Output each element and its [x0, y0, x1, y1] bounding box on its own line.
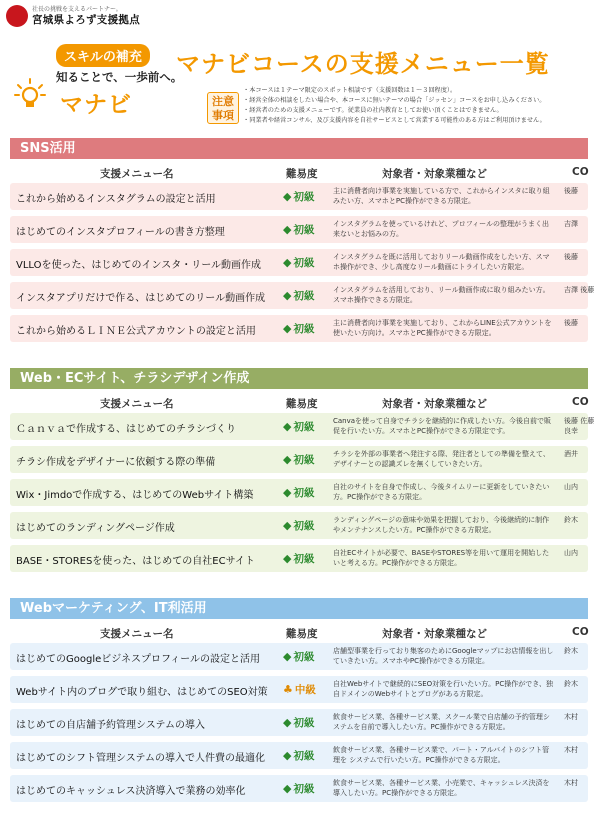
level-label: 初級 [293, 487, 315, 499]
intermediate-mark-icon: ♣ [283, 683, 293, 696]
target-description: インスタグラムを既に活用しておりリール動画作成をしたい方、スマホ操作ができ、少し高度なリール動画にトライしたい方限定。 [333, 253, 550, 271]
level-badge [283, 485, 314, 500]
coordinator-name: 後藤 [564, 253, 578, 261]
table-row [10, 545, 588, 572]
section-web-marketing [10, 598, 588, 808]
beginner-mark-icon: ◆ [283, 453, 292, 466]
table-row [10, 183, 588, 210]
menu-name: はじめてのシフト管理システムの導入で人件費の最適化 [16, 753, 265, 764]
column-headers [10, 393, 588, 413]
beginner-mark-icon: ◆ [283, 650, 292, 663]
col-target: 対象者・対象業種など [382, 168, 487, 180]
col-level: 難易度 [286, 628, 318, 640]
target-description: 自社ECサイトが必要で、BASEやSTORES等を用いて運用を開始したいと考える方。PC操作ができる方限定。 [333, 549, 550, 567]
menu-name: インスタアプリだけで作る、はじめてのリール動画作成 [16, 293, 266, 304]
col-co: CO [572, 166, 589, 178]
section-web-ec [10, 368, 595, 578]
col-menu: 支援メニュー名 [100, 168, 174, 180]
menu-name: はじめての自店舗予約管理システムの導入 [16, 720, 205, 731]
col-menu: 支援メニュー名 [100, 628, 174, 640]
level-badge [283, 419, 314, 434]
beginner-mark-icon: ◆ [283, 486, 292, 499]
beginner-mark-icon: ◆ [283, 782, 292, 795]
target-description: インスタグラムを使っているけれど、プロフィールの整理がうまく出来ないとお悩みの方。 [333, 220, 550, 238]
col-target: 対象者・対象業種など [382, 628, 487, 640]
target-description: インスタグラムを活用しており、リール動画作成に取り組みたい方。スマホ操作できる方限定。 [333, 286, 550, 304]
coordinator-name: 後藤 [564, 187, 578, 195]
level-badge [283, 288, 314, 303]
beginner-mark-icon: ◆ [283, 190, 292, 203]
level-badge [283, 715, 314, 730]
notice-list [243, 86, 595, 126]
table-row [10, 282, 595, 309]
coordinator-name: 木村 [564, 779, 578, 787]
column-headers [10, 623, 588, 643]
beginner-mark-icon: ◆ [283, 749, 292, 762]
menu-name: はじめてのGoogleビジネスプロフィールの設定と活用 [16, 654, 260, 665]
menu-name: Webサイト内のブログで取り組む、はじめてのSEO対策 [16, 687, 268, 698]
level-badge [283, 682, 316, 697]
col-co: CO [572, 626, 589, 638]
target-description: 店舗型事業を行っており集客のためにGoogleマップにお店情報を出していきたい方。スマホやPC操作ができる方限定。 [333, 647, 554, 665]
target-description: チラシを外部の事業者へ発注する際、発注者としての準備を整えて、デザイナーとの認識ズレを無くしていきたい方。 [333, 450, 550, 468]
beginner-mark-icon: ◆ [283, 256, 292, 269]
table-row [10, 512, 588, 539]
coordinator-name: 後藤 [564, 319, 578, 327]
beginner-mark-icon: ◆ [283, 322, 292, 335]
menu-name: Wix・Jimdoで作成する、はじめてのWebサイト構築 [16, 490, 254, 501]
level-badge [283, 748, 314, 763]
menu-name: これから始めるインスタグラムの設定と活用 [16, 194, 216, 205]
table-row [10, 315, 588, 342]
level-label: 初級 [293, 783, 315, 795]
coordinator-name: 鈴木 [564, 647, 578, 655]
section-title: Web・ECサイト、チラシデザイン作成 [10, 368, 588, 389]
beginner-mark-icon: ◆ [283, 420, 292, 433]
coordinator-name: 吉澤 [564, 220, 578, 228]
coordinator-name: 木村 [564, 713, 578, 721]
level-label: 初級 [293, 454, 315, 466]
menu-name: Ｃａｎｖａで作成する、はじめてのチラシづくり [16, 424, 236, 435]
menu-name: はじめてのキャッシュレス決済導入で業務の効率化 [16, 786, 246, 797]
target-description: 自社Webサイトで継続的にSEO対策を行いたい方。PC操作ができ、独自ドメインのWebサイトとブログがある方限定。 [333, 680, 553, 698]
level-badge [283, 551, 314, 566]
coordinator-name: 後藤 佐藤良幸 [564, 417, 595, 435]
slogan: 知ることで、一歩前へ。 [56, 70, 183, 84]
level-label: 初級 [293, 553, 315, 565]
skill-badge: スキルの補充 [56, 44, 150, 67]
menu-name: チラシ作成をデザイナーに依頼する際の準備 [16, 457, 216, 468]
level-badge [283, 255, 314, 270]
target-description: ランディングページの意味や効果を把握しており、今後継続的に制作やメンテナンスしたい方。PC操作ができる方限定。 [333, 516, 550, 534]
col-menu: 支援メニュー名 [100, 398, 174, 410]
table-row [10, 775, 588, 802]
table-row [10, 643, 588, 670]
logo-tagline: 社長の挑戦を支えるパートナー。 [32, 6, 122, 13]
coordinator-name: 山内 [564, 549, 578, 557]
target-description: Canvaを使って自身でチラシを継続的に作成したい方。今後自前で販促を行いたい方。スマホとPC操作ができる方限定です。 [333, 417, 552, 435]
notice-label: 注意事項 [207, 92, 239, 124]
menu-name: VLLOを使った、はじめてのインスタ・リール動画作成 [16, 260, 261, 271]
beginner-mark-icon: ◆ [283, 552, 292, 565]
target-description: 主に消費者向け事業を実施しており、これからLINE公式アカウントを使いたい方向け。スマホとPC操作ができる方限定。 [333, 319, 552, 337]
section-title: SNS活用 [10, 138, 588, 159]
section-sns [10, 138, 595, 348]
table-row [10, 676, 588, 703]
brand-word: マナビ [60, 92, 132, 118]
logo-mark [6, 5, 28, 27]
level-label: 中級 [294, 684, 316, 696]
col-level: 難易度 [286, 398, 318, 410]
table-row [10, 742, 588, 769]
page-title: マナビコースの支援メニュー一覧 [176, 50, 550, 78]
level-label: 初級 [293, 421, 315, 433]
level-label: 初級 [293, 750, 315, 762]
beginner-mark-icon: ◆ [283, 289, 292, 302]
col-co: CO [572, 396, 589, 408]
table-row [10, 709, 588, 736]
table-row [10, 249, 588, 276]
target-description: 飲食サービス業、各種サービス業で、パート・アルバイトのシフト管理を システムで行いたい方。PC操作ができる方限定。 [333, 746, 550, 764]
col-level: 難易度 [286, 168, 318, 180]
beginner-mark-icon: ◆ [283, 716, 292, 729]
coordinator-name: 鈴木 [564, 680, 578, 688]
menu-name: はじめてのインスタプロフィールの書き方整理 [16, 227, 225, 238]
level-label: 初級 [293, 257, 315, 269]
level-badge [283, 321, 314, 336]
level-badge [283, 452, 314, 467]
section-title: Webマーケティング、IT利活用 [10, 598, 588, 619]
menu-name: はじめてのランディングページ作成 [16, 523, 175, 534]
level-badge [283, 649, 314, 664]
notice-item: ・ 経営全体の相談をしたい場合や、本コースに無いテーマの場合「ジッセン」コースをお申し込みください。 [243, 96, 595, 106]
level-label: 初級 [293, 323, 315, 335]
beginner-mark-icon: ◆ [283, 519, 292, 532]
target-description: 飲食サービス業、各種サービス業、小売業で、キャッシュレス決済を導入したい方。PC操作ができる方限定。 [333, 779, 550, 797]
menu-name: これから始めるＬＩＮＥ公式アカウントの設定と活用 [16, 326, 256, 337]
level-label: 初級 [293, 520, 315, 532]
menu-name: BASE・STORESを使った、はじめての自社ECサイト [16, 556, 255, 567]
level-label: 初級 [293, 224, 315, 236]
coordinator-name: 山内 [564, 483, 578, 491]
level-label: 初級 [293, 290, 315, 302]
notice-item: ・ 同業者や経営コンサル、及び支援内容を自社サービスとして営業する可能性のある方はご利用頂けません。 [243, 116, 595, 126]
table-row [10, 413, 595, 440]
table-row [10, 479, 588, 506]
notice-item: ・ 本コースは１テーマ限定のスポット相談です（支援回数は１～３回程度）。 [243, 86, 595, 96]
target-description: 自社のサイトを自身で作成し、今後タイムリーに更新をしていきたい方。PC操作ができる方限定。 [333, 483, 550, 501]
coordinator-name: 木村 [564, 746, 578, 754]
level-badge [283, 781, 314, 796]
coordinator-name: 吉澤 後藤 [564, 286, 595, 294]
level-label: 初級 [293, 191, 315, 203]
level-badge [283, 189, 314, 204]
logo-name: 宮城県よろず支援拠点 [32, 14, 140, 26]
level-label: 初級 [293, 717, 315, 729]
level-badge [283, 518, 314, 533]
target-description: 主に消費者向け事業を実施している方で、これからインスタに取り組みたい方、スマホとPC操作ができる方限定。 [333, 187, 550, 205]
table-row [10, 216, 588, 243]
coordinator-name: 鈴木 [564, 516, 578, 524]
level-badge [283, 222, 314, 237]
coordinator-name: 酒井 [564, 450, 578, 458]
column-headers [10, 163, 588, 183]
level-label: 初級 [293, 651, 315, 663]
notice-item: ・ 経営者のための支援メニューです。従業員の社内教育としてお使い頂くことはできません。 [243, 106, 595, 116]
target-description: 飲食サービス業、各種サービス業、スクール業で自店舗の予約管理システムを自前で導入したい方。PC操作ができる方限定。 [333, 713, 550, 731]
lightbulb-icon [14, 78, 46, 110]
beginner-mark-icon: ◆ [283, 223, 292, 236]
col-target: 対象者・対象業種など [382, 398, 487, 410]
table-row [10, 446, 588, 473]
